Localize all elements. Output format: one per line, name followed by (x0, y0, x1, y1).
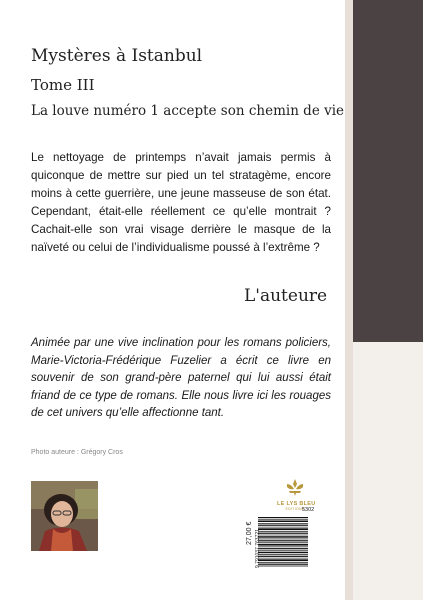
product-code: 5302 (302, 507, 315, 513)
author-heading: L'auteure (244, 286, 328, 306)
book-subtitle: La louve numéro 1 accepte son chemin de vie (31, 103, 345, 119)
isbn-number: 9 791037 763721 (255, 529, 261, 568)
author-photo (31, 481, 98, 551)
volume-label: Tome III (31, 76, 95, 94)
series-title: Mystères à Istanbul (31, 46, 203, 66)
publisher-name: LE LYS BLEU (277, 501, 316, 507)
spine-dark-panel (353, 0, 423, 342)
lys-flower-icon (285, 478, 305, 496)
spine-edge (345, 0, 353, 600)
photo-credit: Photo auteure : Grégory Cros (31, 449, 123, 456)
author-bio: Animée par une vive inclination pour les romans policiers, Marie-Victoria-Frédérique Fuzelier a écrit ce livre en souvenir de son grand-père paternel qui lui aussi était friand de ce type de romans. Elle nous livre ici les rouages de cet univers qu’elle affectionne tant. (31, 337, 331, 419)
barcode (258, 517, 320, 567)
price-label: 27,00 € (246, 521, 253, 545)
blurb-text: Le nettoyage de printemps n’avait jamais permis à quiconque de mettre sur pied un tel stratagème, encore moins à cette guerrière, une jeune masseuse de son état. Cependant, était-elle réellement ce qu’elle montrait ? Cachait-elle son vrai visage derrière le masque de la naïveté ou celui de l’individualisme poussé à l’extrême ? (31, 151, 331, 254)
publisher-tagline: ÉDITIONS (285, 507, 305, 511)
